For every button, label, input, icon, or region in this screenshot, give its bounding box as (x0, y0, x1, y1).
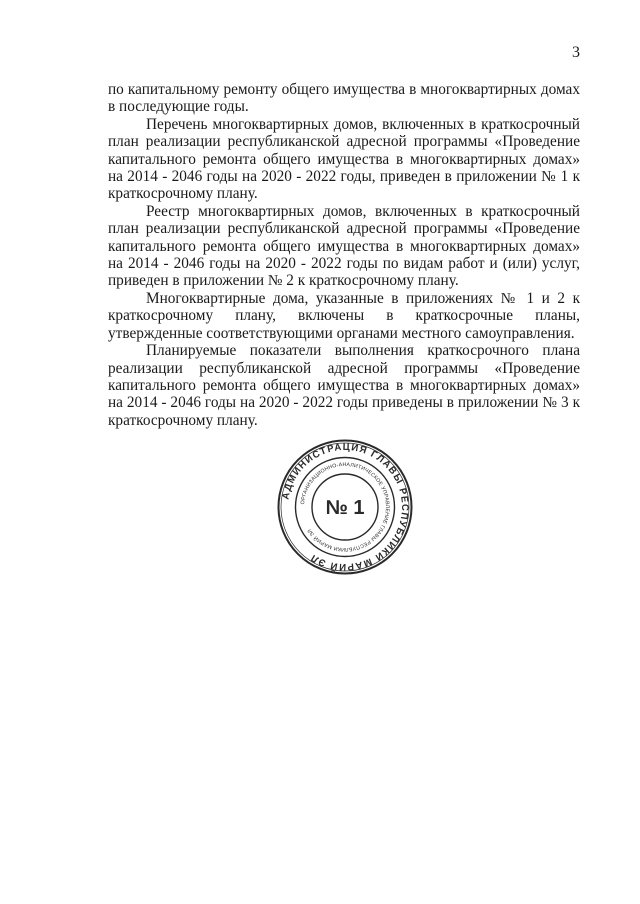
paragraph-local-plans: Многоквартирные дома, указанные в приложениях № 1 и 2 к краткосрочному плану, включены в краткосрочные планы, утвержденные соответствующими органами местного самоуправления. (108, 289, 580, 342)
seal-outer-text: АДМИНИСТРАЦИЯ ГЛАВЫ РЕСПУБЛИКИ МАРИЙ ЭЛ (280, 441, 411, 573)
official-seal-stamp (276, 438, 414, 576)
page-number: 3 (572, 44, 580, 61)
document-body (108, 81, 580, 429)
paragraph-continuation: по капитальному ремонту общего имущества в многоквартирных домах в последующие годы. (108, 81, 580, 116)
paragraph-list-appendix-1: Перечень многоквартирных домов, включенных в краткосрочный план реализации республиканской адресной программы «Проведение капитального ремонта общего имущества в многоквартирных домах» на 2014 - 2046 годы на 2020 - 2022 годы, приведен в приложении № 1 к краткосрочному плану. (108, 115, 580, 203)
seal-number: № 1 (325, 497, 365, 519)
seal-inner-text: ОРГАНИЗАЦИОННО-АНАЛИТИЧЕСКОЕ УПРАВЛЕНИЕ ГЛАВЫ РЕСПУБЛИКИ МАРИЙ ЭЛ (300, 461, 391, 553)
paragraph-indicators-appendix-3: Планируемые показатели выполнения краткосрочного плана реализации республиканской адресной программы «Проведение капитального ремонта общего имущества в многоквартирных домах» на 2014 - 2046 годы на 2020 - 2022 годы приведены в приложении № 3 к краткосрочному плану. (108, 342, 580, 429)
paragraph-registry-appendix-2: Реестр многоквартирных домов, включенных в краткосрочный план реализации республиканской адресной программы «Проведение капитального ремонта общего имущества в многоквартирных домах» на 2014 - 2046 годы на 2020 - 2022 годы по видам работ и (или) услуг, приведен в приложении № 2 к краткосрочному плану. (108, 202, 580, 290)
